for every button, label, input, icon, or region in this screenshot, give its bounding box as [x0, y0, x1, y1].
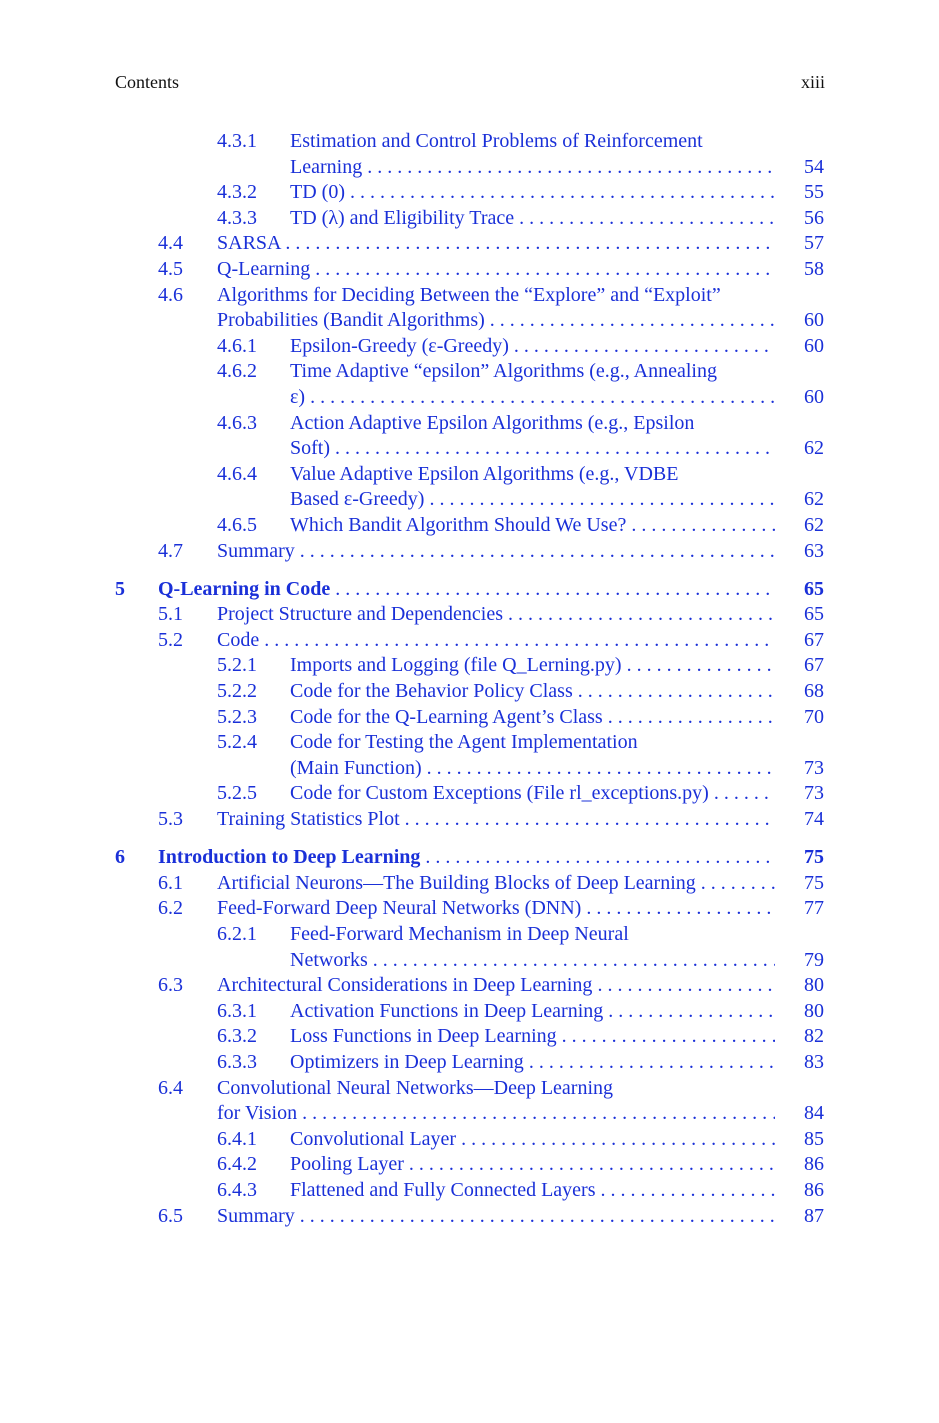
- toc-entry-title[interactable]: [290, 781, 775, 807]
- toc-entry[interactable]: [0, 871, 939, 897]
- toc-entry-title-text: Imports and Logging (file Q_Lerning.py) . . .: [290, 654, 775, 676]
- toc-entry-page-number[interactable]: 86: [804, 1178, 824, 1201]
- toc-entry-number: 5.1: [158, 603, 183, 626]
- toc-entry-title-text: Artificial Neurons—The Building Blocks of Deep Learning . . .: [217, 872, 775, 894]
- toc-entry-number: 4.6: [158, 283, 183, 306]
- toc-entry-number: 4.3.3: [217, 206, 257, 229]
- toc-entry-title[interactable]: [217, 231, 775, 257]
- toc-entry-number: 6.1: [158, 871, 183, 894]
- toc-entry[interactable]: [0, 679, 939, 705]
- toc-entry-title[interactable]: [158, 577, 775, 603]
- toc-entry-title-text: Based ε-Greedy) . . .: [290, 488, 775, 510]
- toc-entry-title[interactable]: [290, 155, 775, 181]
- toc-entry-number: 6.3.3: [217, 1050, 257, 1073]
- toc-entry-title[interactable]: [217, 871, 775, 897]
- toc-entry-number: 4.3.2: [217, 181, 257, 204]
- toc-entry-page-number[interactable]: 63: [804, 539, 824, 562]
- toc-entry-number: 5.2.5: [217, 782, 257, 805]
- toc-entry-title-text: ε) . . .: [290, 386, 775, 408]
- toc-entry[interactable]: [0, 257, 939, 283]
- toc-entry-page-number[interactable]: 87: [804, 1204, 824, 1227]
- toc-entry[interactable]: [0, 180, 939, 206]
- toc-entry[interactable]: [0, 1127, 939, 1153]
- toc-entry-title-text: for Vision . . .: [217, 1102, 775, 1124]
- toc-entry[interactable]: [0, 1204, 939, 1230]
- toc-entry-title[interactable]: [158, 845, 775, 871]
- toc-entry[interactable]: [0, 602, 939, 628]
- toc-entry-title[interactable]: [290, 948, 775, 974]
- toc-entry[interactable]: [0, 705, 939, 731]
- toc-entry-number: 4.6.1: [217, 334, 257, 357]
- toc-entry-title-text: Action Adaptive Epsilon Algorithms (e.g., Epsilon: [290, 411, 695, 434]
- toc-entry-continuation[interactable]: [0, 1101, 939, 1127]
- toc-entry-title-text: Flattened and Fully Connected Layers . . .: [290, 1179, 775, 1201]
- toc-entry-title[interactable]: [290, 922, 775, 948]
- toc-entry-page-number[interactable]: 67: [804, 654, 824, 677]
- toc-entry-title-text: Soft) . . .: [290, 437, 775, 459]
- toc-entry[interactable]: [0, 628, 939, 654]
- toc-entry-title-text: Probabilities (Bandit Algorithms) . . .: [217, 309, 775, 331]
- toc-entry-title-text: TD (0) . . .: [290, 181, 775, 203]
- toc-entry[interactable]: [0, 653, 939, 679]
- toc-entry-title[interactable]: [217, 602, 775, 628]
- toc-entry-title-text: Code for Custom Exceptions (File rl_exceptions.py) . . .: [290, 782, 775, 804]
- toc-entry-page-number[interactable]: 79: [804, 948, 824, 971]
- toc-entry-page-number[interactable]: 82: [804, 1025, 824, 1048]
- toc-entry-number: 6.2: [158, 897, 183, 920]
- toc-entry-title[interactable]: [290, 206, 775, 232]
- toc-entry-title[interactable]: [290, 129, 775, 155]
- toc-entry-page-number[interactable]: 54: [804, 155, 824, 178]
- toc-entry-number: 6.4.2: [217, 1153, 257, 1176]
- toc-entry-title[interactable]: [217, 973, 775, 999]
- toc-entry-title[interactable]: [290, 385, 775, 411]
- toc-entry-number: 5.2.3: [217, 705, 257, 728]
- toc-entry[interactable]: [0, 462, 939, 488]
- toc-entry[interactable]: [0, 283, 939, 309]
- toc-entry[interactable]: [0, 577, 939, 603]
- toc-entry-title[interactable]: [217, 1204, 775, 1230]
- toc-entry-title[interactable]: [217, 257, 775, 283]
- toc-entry-number: 4.7: [158, 539, 183, 562]
- toc-entry-title[interactable]: [290, 334, 775, 360]
- toc-entry-page-number[interactable]: 86: [804, 1153, 824, 1176]
- toc-entry[interactable]: [0, 922, 939, 948]
- toc-entry-page-number[interactable]: 75: [804, 871, 824, 894]
- toc-entry-continuation[interactable]: [0, 308, 939, 334]
- toc-entry-number: 5.2.1: [217, 654, 257, 677]
- toc-entry-page-number[interactable]: 60: [804, 309, 824, 332]
- toc-entry[interactable]: [0, 896, 939, 922]
- toc-entry-title[interactable]: [290, 411, 775, 437]
- toc-entry-continuation[interactable]: [0, 487, 939, 513]
- toc-entry-page-number[interactable]: 68: [804, 680, 824, 703]
- toc-entry-title-text: SARSA . . .: [217, 232, 775, 254]
- toc-entry[interactable]: [0, 359, 939, 385]
- toc-entry-number: 4.3.1: [217, 130, 257, 152]
- toc-entry[interactable]: [0, 999, 939, 1025]
- toc-entry-title[interactable]: [290, 487, 775, 513]
- toc-entry-title-text: Feed-Forward Deep Neural Networks (DNN) . . .: [217, 897, 775, 919]
- toc-entry-page-number[interactable]: 83: [804, 1050, 824, 1073]
- toc-entry-title-text: Value Adaptive Epsilon Algorithms (e.g., VDBE: [290, 462, 679, 485]
- toc-entry-title[interactable]: [290, 1152, 775, 1178]
- toc-entry-title-text: Algorithms for Deciding Between the “Explore” and “Exploit”: [217, 283, 721, 306]
- toc-entry-number: 6.3: [158, 974, 183, 997]
- toc-entry-title[interactable]: [217, 1076, 775, 1102]
- toc-entry-title-text: Epsilon-Greedy (ε-Greedy) . . .: [290, 335, 775, 357]
- toc-entry-page-number[interactable]: 75: [804, 846, 824, 869]
- toc-entry-page-number[interactable]: 62: [804, 488, 824, 511]
- toc-entry-page-number[interactable]: 58: [804, 257, 824, 280]
- toc-entry-title-text: Convolutional Neural Networks—Deep Learning: [217, 1076, 614, 1099]
- toc-entry-title[interactable]: [290, 513, 775, 539]
- toc-entry-title[interactable]: [217, 896, 775, 922]
- toc-entry-title-text: Summary . . .: [217, 540, 775, 562]
- toc-entry-title-text: Learning . . .: [290, 156, 775, 178]
- toc-entry-title[interactable]: [290, 999, 775, 1025]
- toc-entry-number: 6.2.1: [217, 923, 257, 945]
- toc-entry[interactable]: [0, 807, 939, 833]
- toc-entry-title-text: Q-Learning . . .: [217, 258, 775, 280]
- toc-entry-continuation[interactable]: [0, 948, 939, 974]
- toc-entry-number: 5.2: [158, 628, 183, 651]
- toc-entry-title[interactable]: [290, 679, 775, 705]
- toc-entry-title-text: Code for the Q-Learning Agent’s Class . . .: [290, 706, 775, 728]
- toc-entry-title-text: Networks . . .: [290, 949, 775, 971]
- table-of-contents: [0, 129, 939, 1229]
- toc-entry-number: 4.6.2: [217, 360, 257, 383]
- toc-entry-page-number[interactable]: 73: [804, 756, 824, 779]
- toc-entry-page-number[interactable]: 70: [804, 705, 824, 728]
- toc-entry-number: 4.6.3: [217, 411, 257, 434]
- toc-entry[interactable]: [0, 334, 939, 360]
- toc-entry-number: 4.5: [158, 257, 183, 280]
- toc-entry-continuation[interactable]: [0, 385, 939, 411]
- toc-entry-number: 5: [115, 577, 125, 600]
- toc-entry-title-text: Which Bandit Algorithm Should We Use? . . .: [290, 514, 775, 536]
- toc-entry-page-number[interactable]: 56: [804, 206, 824, 229]
- toc-entry-title[interactable]: [217, 539, 775, 565]
- toc-entry[interactable]: [0, 781, 939, 807]
- toc-entry-title[interactable]: [290, 180, 775, 206]
- toc-entry-page-number[interactable]: 62: [804, 513, 824, 536]
- toc-entry-page-number[interactable]: 67: [804, 628, 824, 651]
- toc-entry[interactable]: [0, 1050, 939, 1076]
- toc-entry-number: 5.3: [158, 808, 183, 831]
- toc-entry-title-text: Training Statistics Plot . . .: [217, 808, 775, 830]
- toc-entry-title-text: (Main Function) . . .: [290, 757, 775, 779]
- toc-entry-title[interactable]: [290, 1024, 775, 1050]
- toc-entry-number: 6.4.3: [217, 1178, 257, 1201]
- toc-entry-page-number[interactable]: 57: [804, 232, 824, 255]
- toc-entry[interactable]: [0, 1152, 939, 1178]
- running-header-page-number: xiii: [800, 72, 825, 92]
- toc-entry-number: 6: [115, 846, 125, 869]
- toc-entry-title[interactable]: [290, 1050, 775, 1076]
- toc-entry[interactable]: [0, 129, 939, 155]
- toc-entry-number: 4.4: [158, 232, 183, 255]
- toc-entry-title[interactable]: [290, 1127, 775, 1153]
- toc-entry-title-text: Summary . . .: [217, 1205, 775, 1227]
- toc-entry-page-number[interactable]: 73: [804, 782, 824, 805]
- toc-entry-title[interactable]: [290, 756, 775, 782]
- toc-entry-number: 5.2.2: [217, 680, 257, 703]
- toc-entry-number: 6.5: [158, 1204, 183, 1227]
- toc-entry-number: 6.3.1: [217, 999, 257, 1022]
- toc-entry-number: 6.4.1: [217, 1127, 257, 1150]
- toc-entry-title-text: Code for the Behavior Policy Class . . .: [290, 680, 775, 702]
- toc-entry[interactable]: [0, 973, 939, 999]
- toc-entry[interactable]: [0, 1178, 939, 1204]
- toc-entry[interactable]: [0, 1024, 939, 1050]
- toc-entry-page-number[interactable]: 85: [804, 1127, 824, 1150]
- toc-entry-number: 5.2.4: [217, 731, 257, 754]
- toc-entry-page-number[interactable]: 65: [804, 577, 824, 600]
- toc-entry-title-text: Activation Functions in Deep Learning . . .: [290, 1000, 775, 1022]
- toc-entry-title-text: Convolutional Layer . . .: [290, 1128, 775, 1150]
- running-header-section: Contents: [115, 72, 180, 92]
- toc-entry-page-number[interactable]: 60: [804, 334, 824, 357]
- toc-entry-title-text: Time Adaptive “epsilon” Algorithms (e.g., Annealing: [290, 360, 717, 383]
- toc-entry-page-number[interactable]: 80: [804, 999, 824, 1022]
- toc-entry-continuation[interactable]: [0, 155, 939, 181]
- toc-entry-number: 4.6.4: [217, 462, 257, 485]
- toc-entry-title[interactable]: [290, 359, 775, 385]
- toc-entry-page-number[interactable]: 62: [804, 437, 824, 460]
- toc-entry-number: 6.4: [158, 1076, 183, 1099]
- toc-entry-title-text: Feed-Forward Mechanism in Deep Neural: [290, 923, 629, 945]
- toc-entry-title-text: Code . . .: [217, 629, 775, 651]
- toc-entry-title-text: Optimizers in Deep Learning . . .: [290, 1051, 775, 1073]
- toc-entry-title[interactable]: [217, 308, 775, 334]
- toc-entry-title-text: Q-Learning in Code . . .: [158, 578, 775, 600]
- toc-entry-title-text: TD (λ) and Eligibility Trace . . .: [290, 207, 775, 229]
- toc-entry[interactable]: [0, 206, 939, 232]
- toc-entry-title-text: Introduction to Deep Learning . . .: [158, 846, 775, 868]
- toc-entry-number: 4.6.5: [217, 513, 257, 536]
- toc-entry-number: 6.3.2: [217, 1025, 257, 1048]
- toc-entry-title-text: Estimation and Control Problems of Reinforcement: [290, 130, 703, 152]
- toc-entry-title[interactable]: [290, 1178, 775, 1204]
- toc-entry-title-text: Architectural Considerations in Deep Learning . . .: [217, 974, 775, 996]
- toc-entry-title[interactable]: [217, 628, 775, 654]
- toc-entry-title-text: Project Structure and Dependencies . . .: [217, 603, 775, 625]
- toc-entry-title[interactable]: [217, 807, 775, 833]
- toc-entry-title-text: Code for Testing the Agent Implementation: [290, 731, 638, 754]
- toc-entry[interactable]: [0, 730, 939, 756]
- toc-entry-continuation[interactable]: [0, 756, 939, 782]
- toc-entry-page-number[interactable]: 84: [804, 1102, 824, 1125]
- toc-entry-page-number[interactable]: 80: [804, 974, 824, 997]
- toc-entry[interactable]: [0, 845, 939, 871]
- toc-entry-page-number[interactable]: 74: [804, 808, 824, 831]
- toc-entry[interactable]: [0, 411, 939, 437]
- toc-entry-title-text: Pooling Layer . . .: [290, 1153, 775, 1175]
- toc-entry[interactable]: [0, 513, 939, 539]
- toc-entry-title[interactable]: [290, 730, 775, 756]
- toc-entry-title[interactable]: [290, 436, 775, 462]
- toc-entry-continuation[interactable]: [0, 436, 939, 462]
- toc-entry[interactable]: [0, 539, 939, 565]
- toc-entry-title[interactable]: [290, 462, 775, 488]
- toc-entry-page-number[interactable]: 55: [804, 181, 824, 204]
- toc-entry-page-number[interactable]: 60: [804, 385, 824, 408]
- toc-entry-title[interactable]: [217, 1101, 775, 1127]
- toc-entry[interactable]: [0, 231, 939, 257]
- toc-entry[interactable]: [0, 1076, 939, 1102]
- toc-entry-title[interactable]: [290, 653, 775, 679]
- toc-entry-page-number[interactable]: 65: [804, 603, 824, 626]
- toc-entry-page-number[interactable]: 77: [804, 897, 824, 920]
- toc-entry-title[interactable]: [217, 283, 775, 309]
- toc-entry-title-text: Loss Functions in Deep Learning . . .: [290, 1025, 775, 1047]
- toc-entry-title[interactable]: [290, 705, 775, 731]
